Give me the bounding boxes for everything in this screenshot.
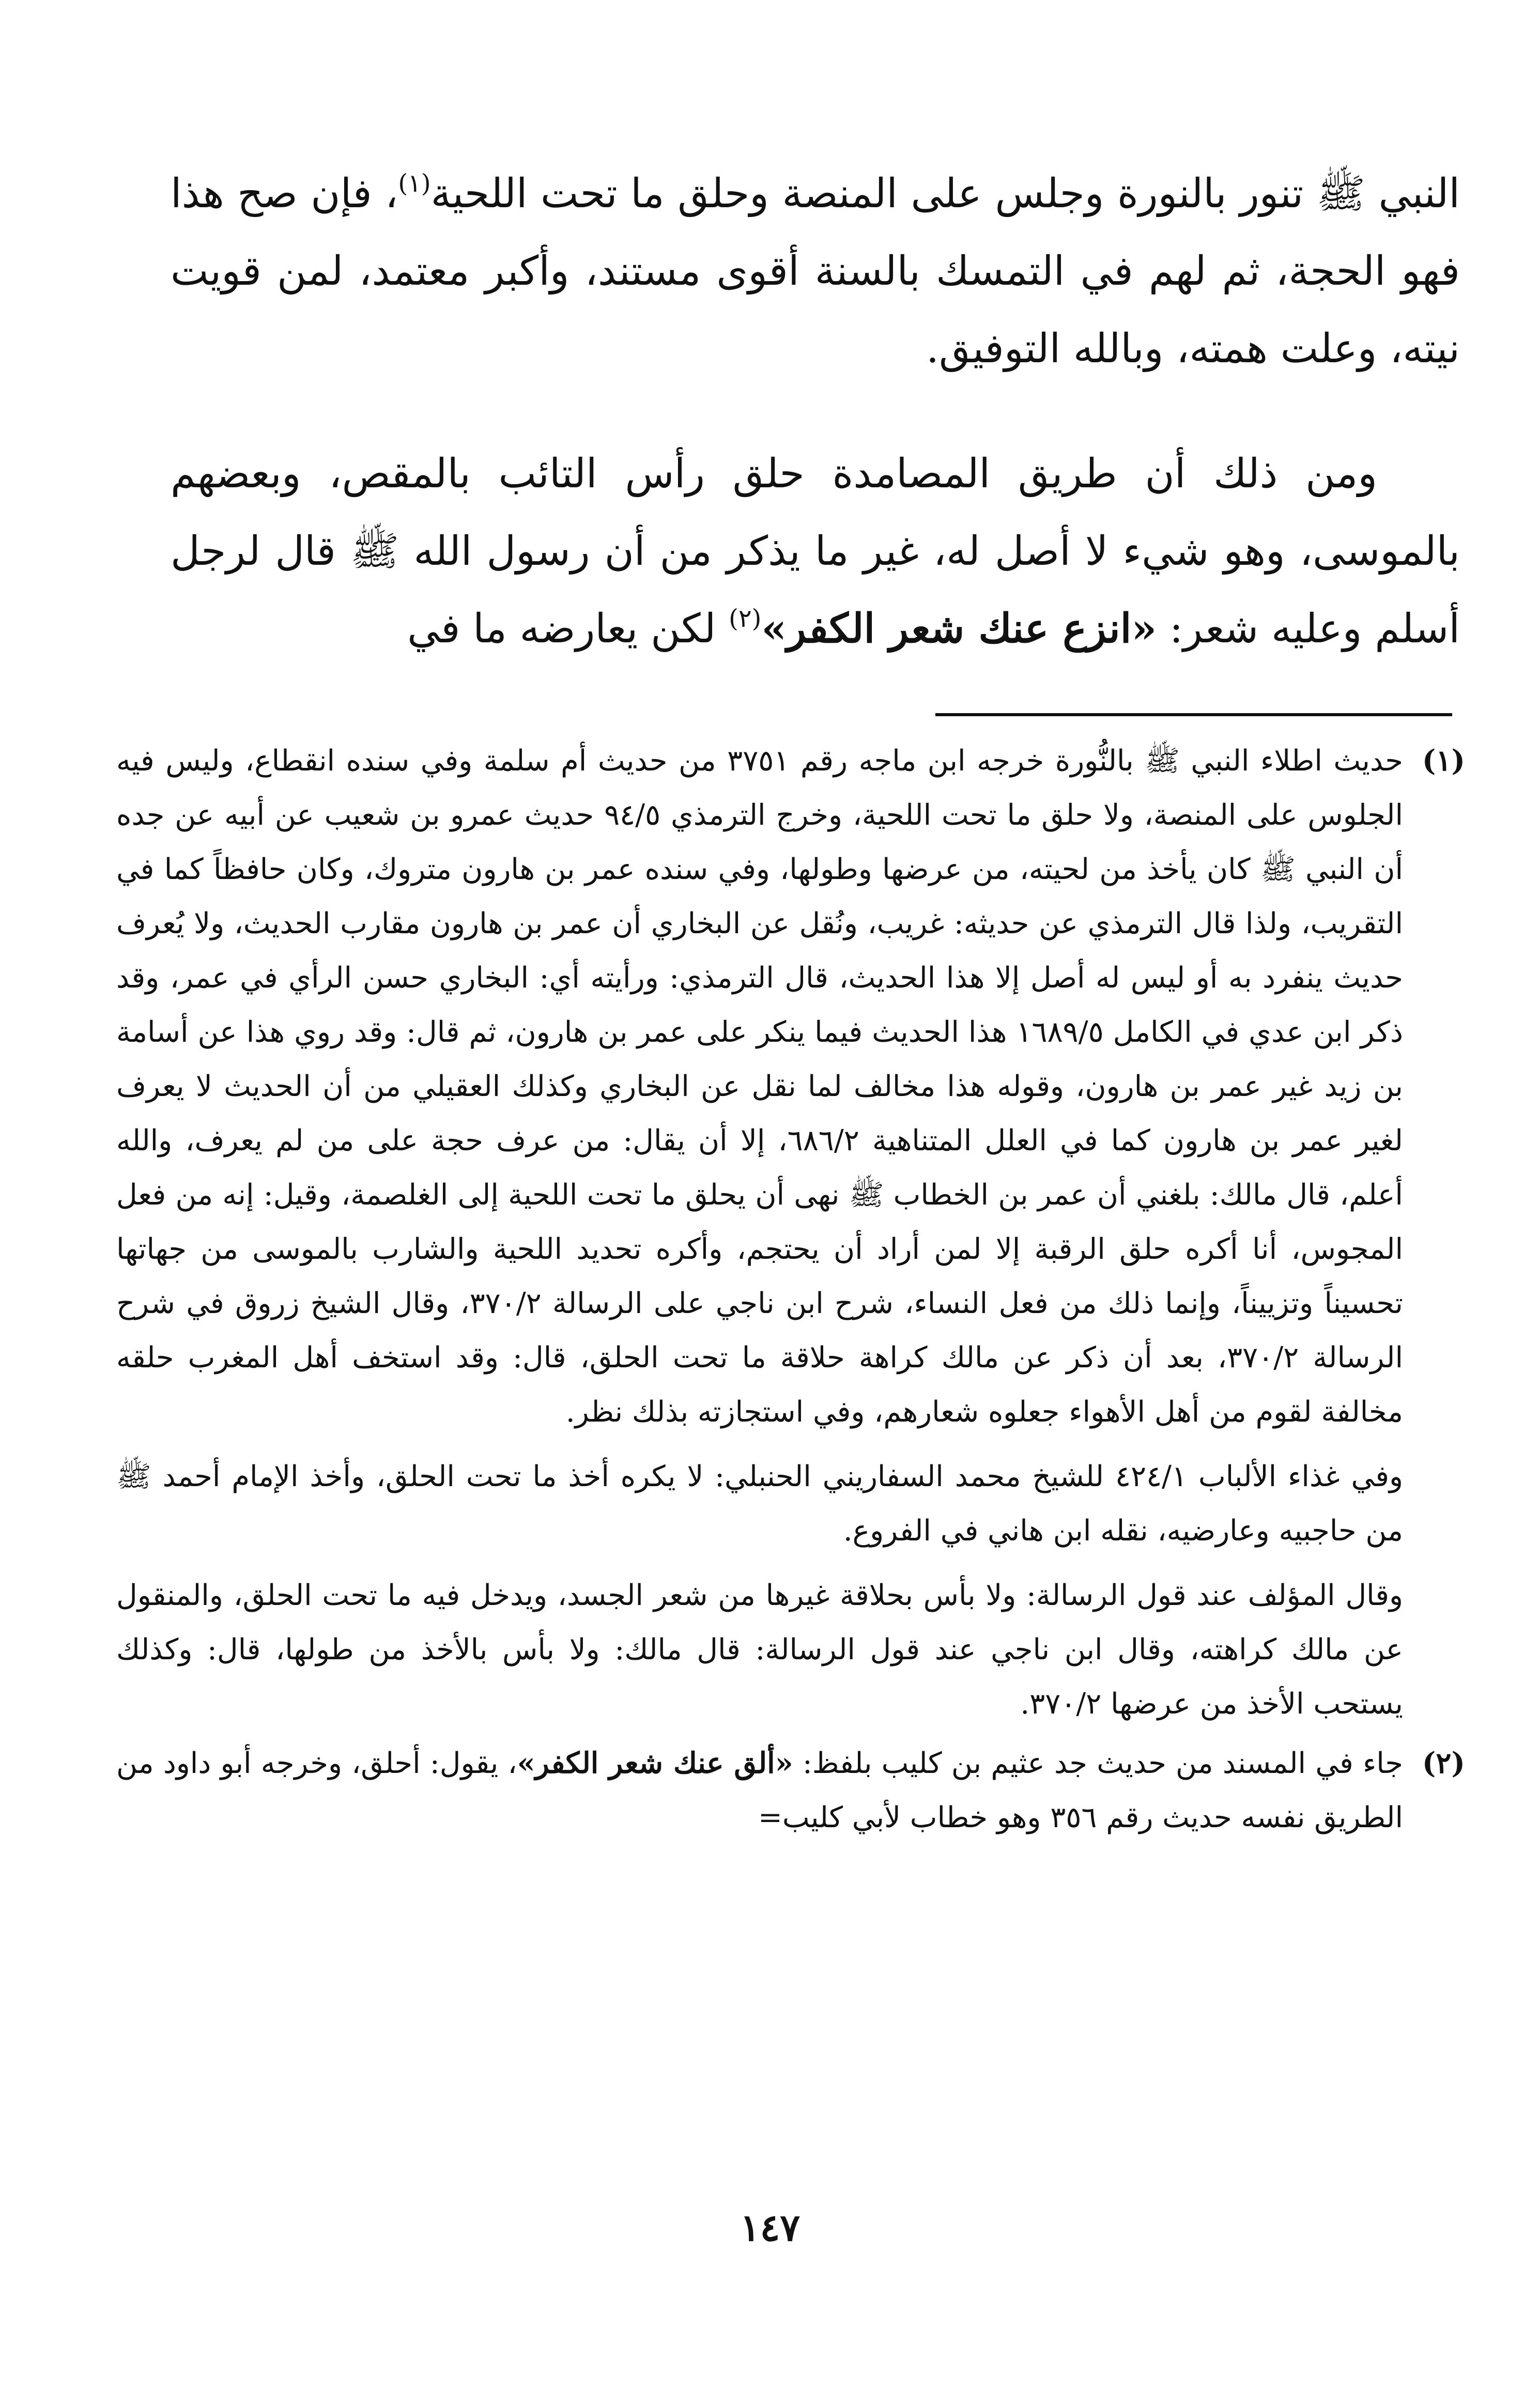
footnotes: [116, 734, 1465, 1845]
paragraph-1: [171, 155, 1460, 388]
footnote-2-quote: «ألق عنك شعر الكفر»: [517, 1746, 793, 1780]
footnote-1-number: (١): [1422, 744, 1465, 778]
footnote-1-subparagraph-1: وفي غذاء الألباب ٤٢٤/١ للشيخ محمد السفاريني الحنبلي: لا يكره أخذ ما تحت الحلق، وأخذ الإمام أحمد ﷺ من حاجبيه وعارضيه، نقله ابن هاني في الفروع.: [116, 1460, 1404, 1548]
paragraph-2-part-b: لكن يعارضه ما في: [407, 606, 729, 652]
paragraph-2-part-a: ومن ذلك أن طريق المصامدة حلق رأس التائب بالمقص، وبعضهم بالموسى، وهو شيء لا أصل له، غير ما يذكر من أن رسول الله ﷺ قال لرجل أسلم وعليه شعر:: [171, 451, 1460, 652]
footnote-1-text: حديث اطلاء النبي ﷺ بالنُّورة خرجه ابن ماجه رقم ٣٧٥١ من حديث أم سلمة وفي سنده انقطاع، وليس فيه الجلوس على المنصة، ولا حلق ما تحت اللحية، وخرج الترمذي ٩٤/٥ حديث عمرو بن شعيب عن أبيه عن جده أن النبي ﷺ كان يأخذ من لحيته، من عرضها وطولها، وفي سنده عمر بن هارون متروك، وكان حافظاً كما في التقريب، ولذا قال الترمذي عن حديثه: غريب، ونُقل عن البخاري أن عمر بن هارون مقارب الحديث، ولا يُعرف حديث ينفرد به أو ليس له أصل إلا هذا الحديث، قال الترمذي: ورأيته أي: البخاري حسن الرأي في عمر، وقد ذكر ابن عدي في الكامل ١٦٨٩/٥ هذا الحديث فيما ينكر على عمر بن هارون، ثم قال: وقد روي هذا عن أسامة بن زيد غير عمر بن هارون، وقوله هذا مخالف لما نقل عن البخاري وكذلك العقيلي من أن الحديث لا يعرف لغير عمر بن هارون كما في العلل المتناهية ٦٨٦/٢، إلا أن يقال: من عرف حجة على من لم يعرف، والله أعلم، قال مالك: بلغني أن عمر بن الخطاب ﷺ نهى أن يحلق ما تحت اللحية إلى الغلصمة، وقيل: إنه من فعل المجوس، أنا أكره حلق الرقبة إلا لمن أراد أن يحتجم، وأكره تحديد اللحية والشارب بالموسى من جهاتها تحسيناً وتزييناً، وإنما ذلك من فعل النساء، شرح ابن ناجي على الرسالة ٣٧٠/٢، وقال الشيخ زروق في شرح الرسالة ٣٧٠/٢، بعد أن ذكر عن مالك كراهة حلاقة ما تحت الحلق، قال: وقد استخف أهل المغرب حلقه مخالفة لقوم من أهل الأهواء جعلوه شعارهم، وفي استجازته بذلك نظر.: [116, 744, 1404, 1429]
footnote-2-text: [116, 1736, 1403, 1845]
footnote-2-part-b: ، يقول: أحلق، وخرجه أبو داود من الطريق نفسه حديث رقم ٣٥٦ وهو خطاب لأبي كليب=: [116, 1747, 1403, 1834]
hadith-quote: «انزع عنك شعر الكفر»: [761, 605, 1157, 652]
footnote-2-number: (٢): [1422, 1746, 1465, 1780]
paragraph-2: [171, 435, 1460, 668]
footnote-2-body: [116, 1736, 1403, 1845]
footnote-2: [116, 1736, 1465, 1845]
page-number: ١٤٧: [740, 2205, 800, 2249]
main-text: [171, 155, 1460, 668]
footnote-1-subparagraph-2: وقال المؤلف عند قول الرسالة: ولا بأس بحلاقة غيرها من شعر الجسد، ويدخل فيه ما تحت الحلق، والمنقول عن مالك كراهته، وقال ابن ناجي عند قول الرسالة: قال مالك: ولا بأس بالأخذ من طولها، قال: وكذلك يستحب الأخذ من عرضها ٣٧٠/٢.: [116, 1579, 1403, 1721]
footnote-1-body: [116, 734, 1403, 1439]
footnote-separator: [935, 713, 1452, 716]
footnote-ref-1: (١): [398, 169, 431, 198]
paragraph-1-part-a: النبي ﷺ تنور بالنورة وجلس على المنصة وحلق ما تحت اللحية: [430, 171, 1460, 217]
footnote-ref-2: (٢): [729, 604, 762, 633]
footnote-1: [116, 734, 1465, 1439]
footnote-2-part-a: جاء في المسند من حديث جد عثيم بن كليب بلفظ:: [793, 1747, 1403, 1780]
paragraph-1-part-b: ، فإن صح هذا فهو الحجة، ثم لهم في التمسك بالسنة أقوى مستند، وأكبر معتمد، لمن قويت نيته، وعلت همته، وبالله التوفيق.: [171, 171, 1460, 372]
